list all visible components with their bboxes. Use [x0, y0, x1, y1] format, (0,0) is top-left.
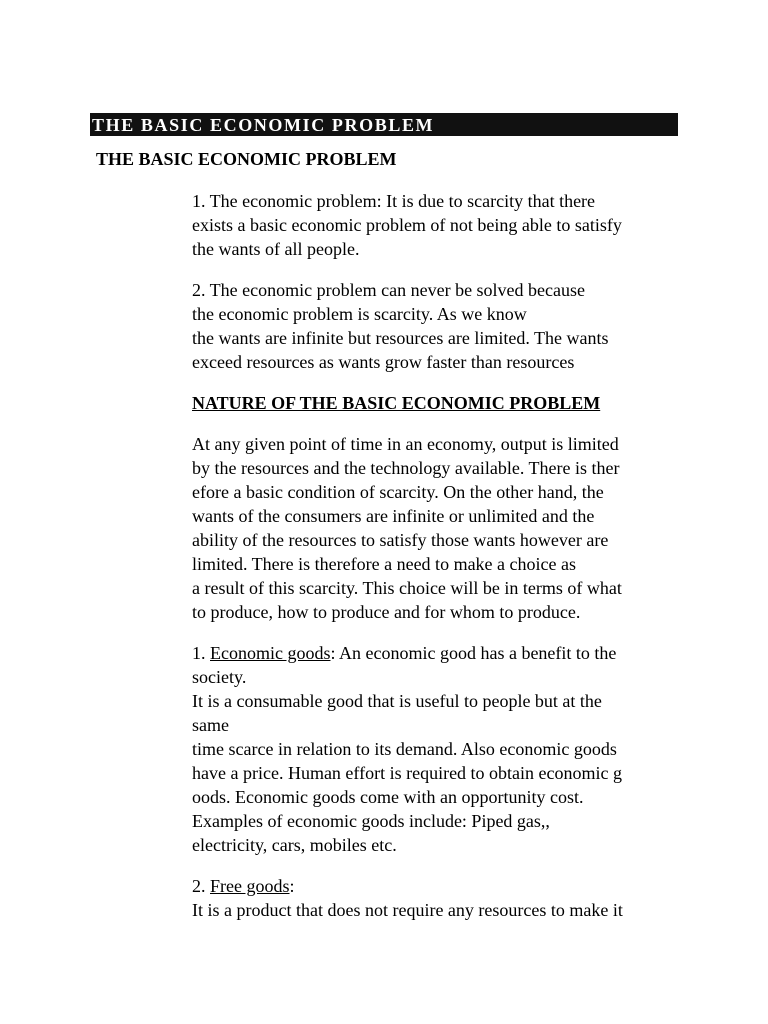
document-heading: THE BASIC ECONOMIC PROBLEM: [96, 149, 397, 169]
paragraph-never-solved: [192, 278, 682, 374]
text-line: to produce, how to produce and for whom to produce.: [192, 602, 581, 622]
text-line: exists a basic economic problem of not being able to satisfy: [192, 215, 622, 235]
definition-start: : An economic good has a benefit to the: [330, 643, 617, 663]
text-line: ability of the resources to satisfy those wants however are: [192, 530, 609, 550]
text-line: electricity, cars, mobiles etc.: [192, 835, 397, 855]
text-line: society.: [192, 667, 247, 687]
text-line: by the resources and the technology available. There is ther: [192, 458, 620, 478]
text-line: It is a consumable good that is useful to people but at the: [192, 691, 602, 711]
text-line: [192, 874, 682, 898]
document-body: [192, 189, 682, 939]
text-line: wants of the consumers are infinite or unlimited and the: [192, 506, 595, 526]
text-line: [192, 641, 682, 665]
text-line: It is a product that does not require any resources to make it: [192, 900, 623, 920]
text-line: the economic problem is scarcity. As we know: [192, 304, 527, 324]
text-line: oods. Economic goods come with an opportunity cost.: [192, 787, 584, 807]
paragraph-nature: [192, 432, 682, 624]
text-line: 1. The economic problem: It is due to scarcity that there: [192, 191, 596, 211]
text-line: the wants are infinite but resources are limited. The wants: [192, 328, 609, 348]
paragraph-economic-problem: [192, 189, 682, 261]
item-number: 2.: [192, 876, 210, 896]
text-line: 2. The economic problem can never be solved because: [192, 280, 586, 300]
item-number: 1.: [192, 643, 210, 663]
text-line: Examples of economic goods include: Piped gas,,: [192, 811, 550, 831]
paragraph-free-goods: [192, 874, 682, 922]
text-line: the wants of all people.: [192, 239, 360, 259]
text-line: exceed resources as wants grow faster than resources: [192, 352, 575, 372]
text-line: a result of this scarcity. This choice will be in terms of what: [192, 578, 622, 598]
text-line: same: [192, 715, 229, 735]
paragraph-economic-goods: [192, 641, 682, 857]
text-line: time scarce in relation to its demand. Also economic goods: [192, 739, 617, 759]
banner-title: THE BASIC ECONOMIC PROBLEM: [92, 115, 435, 135]
text-line: have a price. Human effort is required to obtain economic g: [192, 763, 623, 783]
text-line: efore a basic condition of scarcity. On the other hand, the: [192, 482, 604, 502]
term-free-goods: Free goods: [210, 876, 290, 896]
definition-start: :: [289, 876, 295, 896]
term-economic-goods: Economic goods: [210, 643, 331, 663]
text-line: limited. There is therefore a need to make a choice as: [192, 554, 576, 574]
text-line: At any given point of time in an economy, output is limited: [192, 434, 619, 454]
section-subheading: NATURE OF THE BASIC ECONOMIC PROBLEM: [192, 393, 601, 413]
